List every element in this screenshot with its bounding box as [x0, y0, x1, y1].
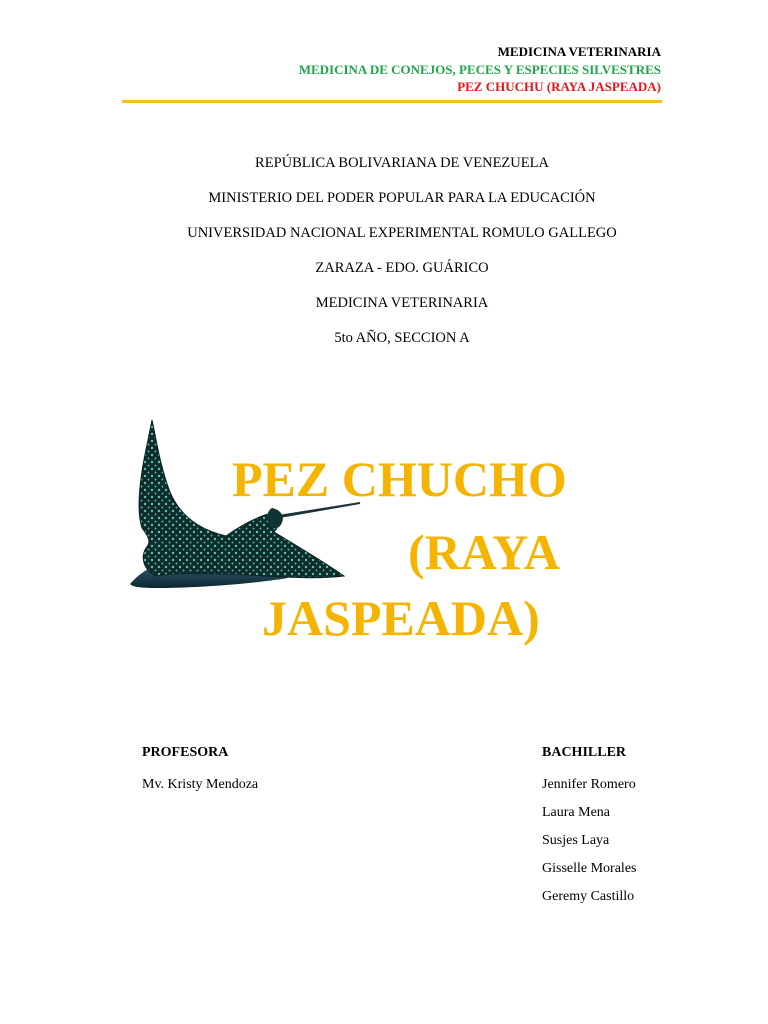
header-line-1: MEDICINA VETERINARIA — [497, 44, 661, 59]
title-line-2: (RAYA — [408, 524, 560, 580]
title-line-1: PEZ CHUCHO — [232, 451, 567, 507]
institution-block — [0, 146, 768, 356]
institution-line: MEDICINA VETERINARIA — [315, 295, 489, 311]
profesora-name: Mv. Kristy Mendoza — [142, 777, 259, 792]
bachiller-name: Susjes Laya — [542, 833, 610, 848]
institution-line: MINISTERIO DEL PODER POPULAR PARA LA EDUCACIÓN — [208, 190, 596, 206]
profesora-section — [142, 743, 258, 799]
header-line-3: PEZ CHUCHU (RAYA JASPEADA) — [457, 79, 661, 94]
title-line-3: JASPEADA) — [262, 590, 540, 646]
bachiller-name: Geremy Castillo — [542, 889, 635, 904]
bachiller-label: BACHILLER — [542, 745, 627, 760]
header-rule — [122, 100, 662, 103]
header-line-2: MEDICINA DE CONEJOS, PECES Y ESPECIES SILVESTRES — [298, 61, 661, 77]
document-header — [299, 43, 661, 96]
institution-line: 5to AÑO, SECCION A — [334, 330, 470, 346]
profesora-label: PROFESORA — [142, 745, 229, 760]
institution-line: ZARAZA - EDO. GUÁRICO — [315, 260, 489, 276]
bachiller-section — [542, 743, 636, 911]
bachiller-name: Jennifer Romero — [542, 777, 636, 792]
bachiller-name: Gisselle Morales — [542, 861, 637, 876]
bachiller-name: Laura Mena — [542, 805, 611, 820]
institution-line: UNIVERSIDAD NACIONAL EXPERIMENTAL ROMULO GALLEGO — [187, 225, 617, 241]
institution-line: REPÚBLICA BOLIVARIANA DE VENEZUELA — [255, 155, 549, 171]
